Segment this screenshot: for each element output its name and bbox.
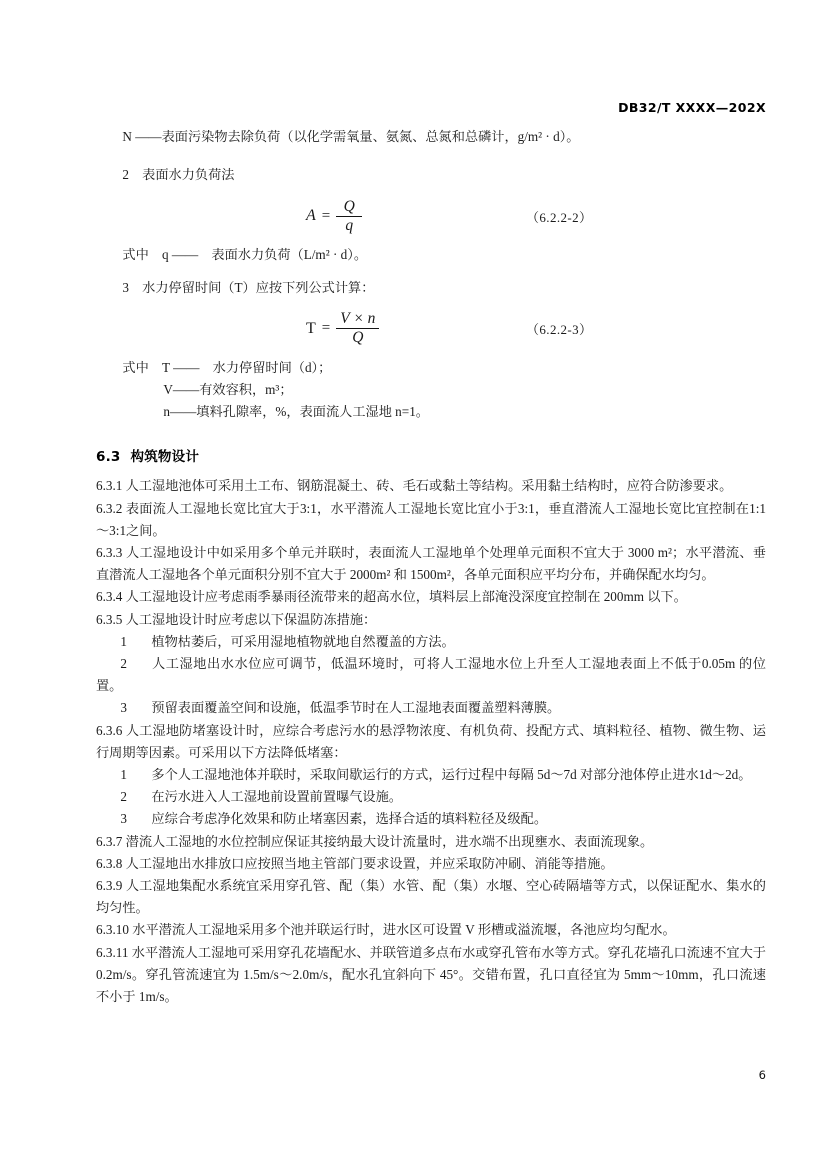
formula-6-2-2-3	[96, 303, 766, 355]
fraction-denominator: q	[345, 216, 354, 234]
list-item-number: 2	[120, 789, 127, 805]
list-item-text: 应综合考虑净化效果和防止堵塞因素，选择合适的填料粒径及级配。	[151, 811, 548, 827]
list-item	[96, 653, 766, 697]
formula-equals: =	[321, 320, 331, 337]
section-number: 6.3	[96, 449, 121, 466]
formula-expression	[306, 190, 364, 242]
clause-6-3-10: 6.3.10 水平潜流人工湿地采用多个池并联运行时，进水区可设置 V 形槽或溢流堰，各池应均匀配水。	[96, 922, 676, 938]
spacer	[96, 148, 766, 164]
clause-6-3-9: 6.3.9 人工湿地集配水系统宜采用穿孔管、配（集）水管、配（集）水堰、空心砖隔墙等方式，以保证配水、集水的均匀性。	[96, 878, 766, 916]
list-item-number: 2	[120, 656, 127, 672]
clause-6-3-7: 6.3.7 潜流人工湿地的水位控制应保证其接纳最大设计流量时，进水端不出现壅水、表面流现象。	[96, 833, 654, 849]
list-item-text: 在污水进入人工湿地前设置前置曝气设施。	[151, 789, 402, 805]
list-item-number: 1	[120, 767, 127, 783]
list-item-text: 多个人工湿地池体并联时，采取间歇运行的方式，运行过程中每隔 5d～7d 对部分池体停止进水1d～2d。	[151, 767, 752, 783]
section-heading-6-3	[96, 445, 766, 465]
running-header: DB32/T XXXX—202X	[618, 100, 766, 115]
fraction-numerator: Q	[343, 197, 355, 215]
fraction-denominator: Q	[352, 329, 364, 347]
formula-lhs: T	[306, 319, 316, 337]
clause-6-3-8: 6.3.8 人工湿地出水排放口应按照当地主管部门要求设置，并应采取防冲刷、消能等措施。	[96, 855, 614, 871]
fraction	[334, 199, 364, 235]
list-item	[96, 697, 766, 719]
where-clause-T: 式中 T —— 水力停留时间（d）；	[122, 359, 332, 375]
method-2-title: 2 表面水力负荷法	[122, 167, 235, 183]
list-item-text: 人工湿地出水水位应可调节，低温环境时，可将人工湿地水位上升至人工湿地表面上不低于0.05m 的位置。	[96, 656, 766, 694]
formula-6-2-2-2	[96, 190, 766, 242]
where-clause-V: V——有效容积，m³；	[163, 382, 293, 398]
list-item	[96, 808, 766, 830]
clause-6-3-4: 6.3.4 人工湿地设计应考虑雨季暴雨径流带来的超高水位，填料层上部淹没深度宜控制在 200mm 以下。	[96, 589, 687, 605]
symbol-definition-N: N ——表面污染物去除负荷（以化学需氧量、氨氮、总氮和总磷计，g/m² · d）。	[122, 129, 580, 144]
list-item-text: 植物枯萎后，可采用湿地植物就地自然覆盖的方法。	[151, 633, 455, 649]
where-clause-q: 式中 q —— 表面水力负荷（L/m² · d）。	[122, 247, 368, 263]
clause-6-3-1: 6.3.1 人工湿地池体可采用土工布、钢筋混凝土、砖、毛石或黏土等结构。采用黏土结构时，应符合防渗要求。	[96, 478, 733, 494]
clause-6-3-6: 6.3.6 人工湿地防堵塞设计时，应综合考虑污水的悬浮物浓度、有机负荷、投配方式、填料粒径、植物、微生物、运行周期等因素。可采用以下方法降低堵塞：	[96, 722, 766, 760]
formula-equals: =	[321, 207, 331, 224]
list-item	[96, 786, 766, 808]
formula-expression	[306, 303, 381, 355]
list-item	[96, 631, 766, 653]
section-title: 构筑物设计	[130, 449, 200, 466]
formula-lhs: A	[306, 207, 316, 225]
list-item-number: 3	[120, 700, 127, 716]
spacer	[96, 267, 766, 277]
fraction-numerator: V × n	[340, 310, 376, 328]
list-item-number: 1	[120, 633, 127, 649]
list-item-number: 3	[120, 811, 127, 827]
clause-6-3-2: 6.3.2 表面流人工湿地长宽比宜大于3:1，水平潜流人工湿地长宽比宜小于3:1，垂直潜流人工湿地长宽比宜控制在1:1～3:1之间。	[96, 500, 766, 538]
clause-6-3-11: 6.3.11 水平潜流人工湿地可采用穿孔花墙配水、并联管道多点布水或穿孔管布水等方式。穿孔花墙孔口流速不宜大于 0.2m/s。穿孔管流速宜为 1.5m/s～2.0m/s，配水孔宜斜向下 45°。交错布置，孔口直径宜为 5mm～10mm，孔口流速不小于 1m/s。	[96, 944, 766, 1005]
spacer	[96, 423, 766, 445]
where-clause-n: n——填料孔隙率，%，表面流人工湿地 n=1。	[163, 404, 429, 420]
clause-6-3-5: 6.3.5 人工湿地设计时应考虑以下保温防冻措施：	[96, 611, 377, 627]
clause-6-3-3: 6.3.3 人工湿地设计中如采用多个单元并联时，表面流人工湿地单个处理单元面积不宜大于 3000 m²；水平潜流、垂直潜流人工湿地各个单元面积分别不宜大于 2000m² 和 1500m²，各单元面积应平均分布，并确保配水均匀。	[96, 545, 766, 583]
page-content	[96, 126, 766, 1008]
method-3-title: 3 水力停留时间（T）应按下列公式计算：	[122, 279, 375, 295]
spacer	[96, 465, 766, 475]
formula-number: （6.2.2-3）	[526, 322, 593, 338]
list-item	[96, 764, 766, 786]
page-number: 6	[758, 1068, 766, 1082]
list-item-text: 预留表面覆盖空间和设施，低温季节时在人工湿地表面覆盖塑料薄膜。	[151, 700, 561, 716]
formula-number: （6.2.2-2）	[526, 209, 593, 225]
fraction	[334, 311, 381, 347]
